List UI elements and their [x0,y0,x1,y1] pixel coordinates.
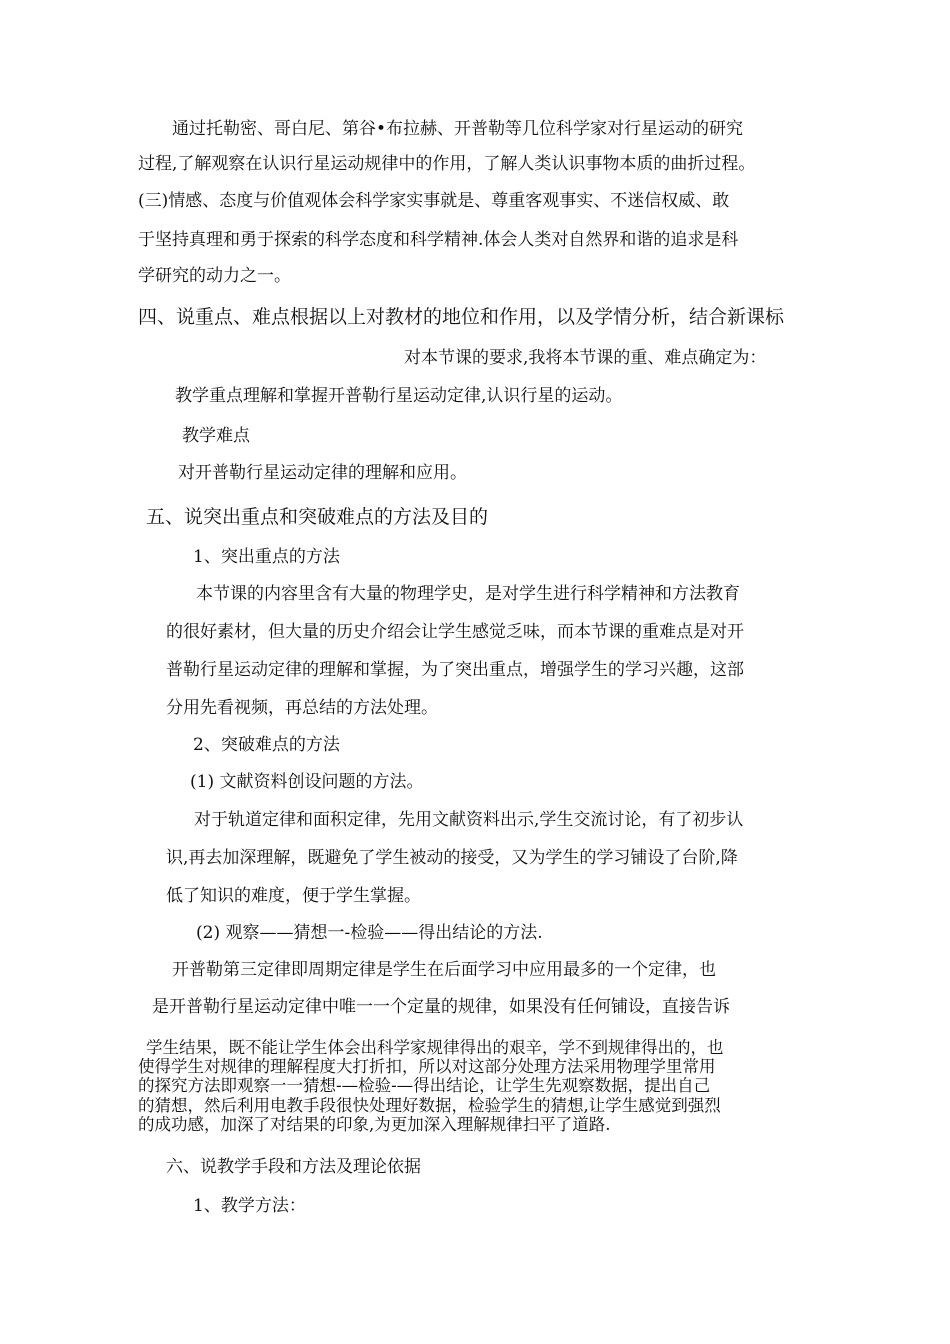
text-line: 分用先看视频，再总结的方法处理。 [166,698,438,718]
text-line: 开普勒第三定律即周期定律是学生在后面学习中应用最多的一个定律，也 [172,960,716,980]
text-line: 普勒行星运动定律的理解和掌握，为了突出重点，增强学生的学习兴趣，这部 [166,660,744,680]
text-line: (2) 观察——猜想一-检验——得出结论的方法. [196,923,543,943]
text-line: 的探究方法即观察一一猜想-—检验-—得出结论，让学生先观察数据，提出自己 [138,1076,711,1095]
subheading: 1、教学方法： [193,1196,306,1216]
text-line: 教学重点理解和掌握开普勒行星运动定律,认识行星的运动。 [175,386,623,406]
text-line: 学生结果，既不能让学生体会出科学家规律得出的艰辛，学不到规律得出的，也 [146,1038,724,1057]
text-line: 使得学生对规律的理解程度大打折扣，所以对这部分处理方法采用物理学里常用 [138,1057,716,1076]
text-line: 通过托勒密、哥白尼、第谷•布拉赫、开普勒等几位科学家对行星运动的研究 [172,119,744,139]
text-line: 教学难点 [182,426,250,446]
section-heading: 六、说教学手段和方法及理论依据 [166,1157,421,1177]
text-line: 是开普勒行星运动定律中唯一一个定量的规律，如果没有任何铺设，直接告诉 [152,997,730,1017]
text-line: 的成功感，加深了对结果的印象,为更加深入理解规律扫平了道路. [138,1115,611,1134]
text-line: 于坚持真理和勇于探索的科学态度和科学精神.体会人类对自然界和谐的追求是科 [138,230,739,250]
text-line: (1) 文献资料创设问题的方法。 [190,772,424,792]
text-line: 对本节课的要求,我将本节课的重、难点确定为： [404,348,767,368]
text-line: 低了知识的难度，便于学生掌握。 [166,886,421,906]
subheading: 2、突破难点的方法 [193,735,340,755]
section-heading: 五、说突出重点和突破难点的方法及目的 [146,506,489,528]
text-line: 过程,了解观察在认识行星运动规律中的作用，了解人类认识事物本质的曲折过程。 [138,154,756,174]
text-line: 学研究的动力之一。 [138,266,291,286]
section-heading: 四、说重点、难点根据以上对教材的地位和作用，以及学情分析，结合新课标 [138,306,785,328]
text-line: (三)情感、态度与价值观体会科学家实事就是、尊重客观事实、不迷信权威、敢 [138,191,730,211]
text-line: 对开普勒行星运动定律的理解和应用。 [178,463,467,483]
text-line: 的很好素材，但大量的历史介绍会让学生感觉乏味，而本节课的重难点是对开 [166,622,744,642]
subheading: 1、突出重点的方法 [193,547,340,567]
text-line: 对于轨道定律和面积定律，先用文献资料出示,学生交流讨论，有了初步认 [194,810,744,830]
text-line: 识,再去加深理解，既避免了学生被动的接受，又为学生的学习铺设了台阶,降 [166,848,738,868]
text-line: 的猜想，然后利用电教手段很快处理好数据，检验学生的猜想,让学生感觉到强烈 [138,1096,721,1115]
text-line: 本节课的内容里含有大量的物理学史，是对学生进行科学精神和方法教育 [196,584,740,604]
